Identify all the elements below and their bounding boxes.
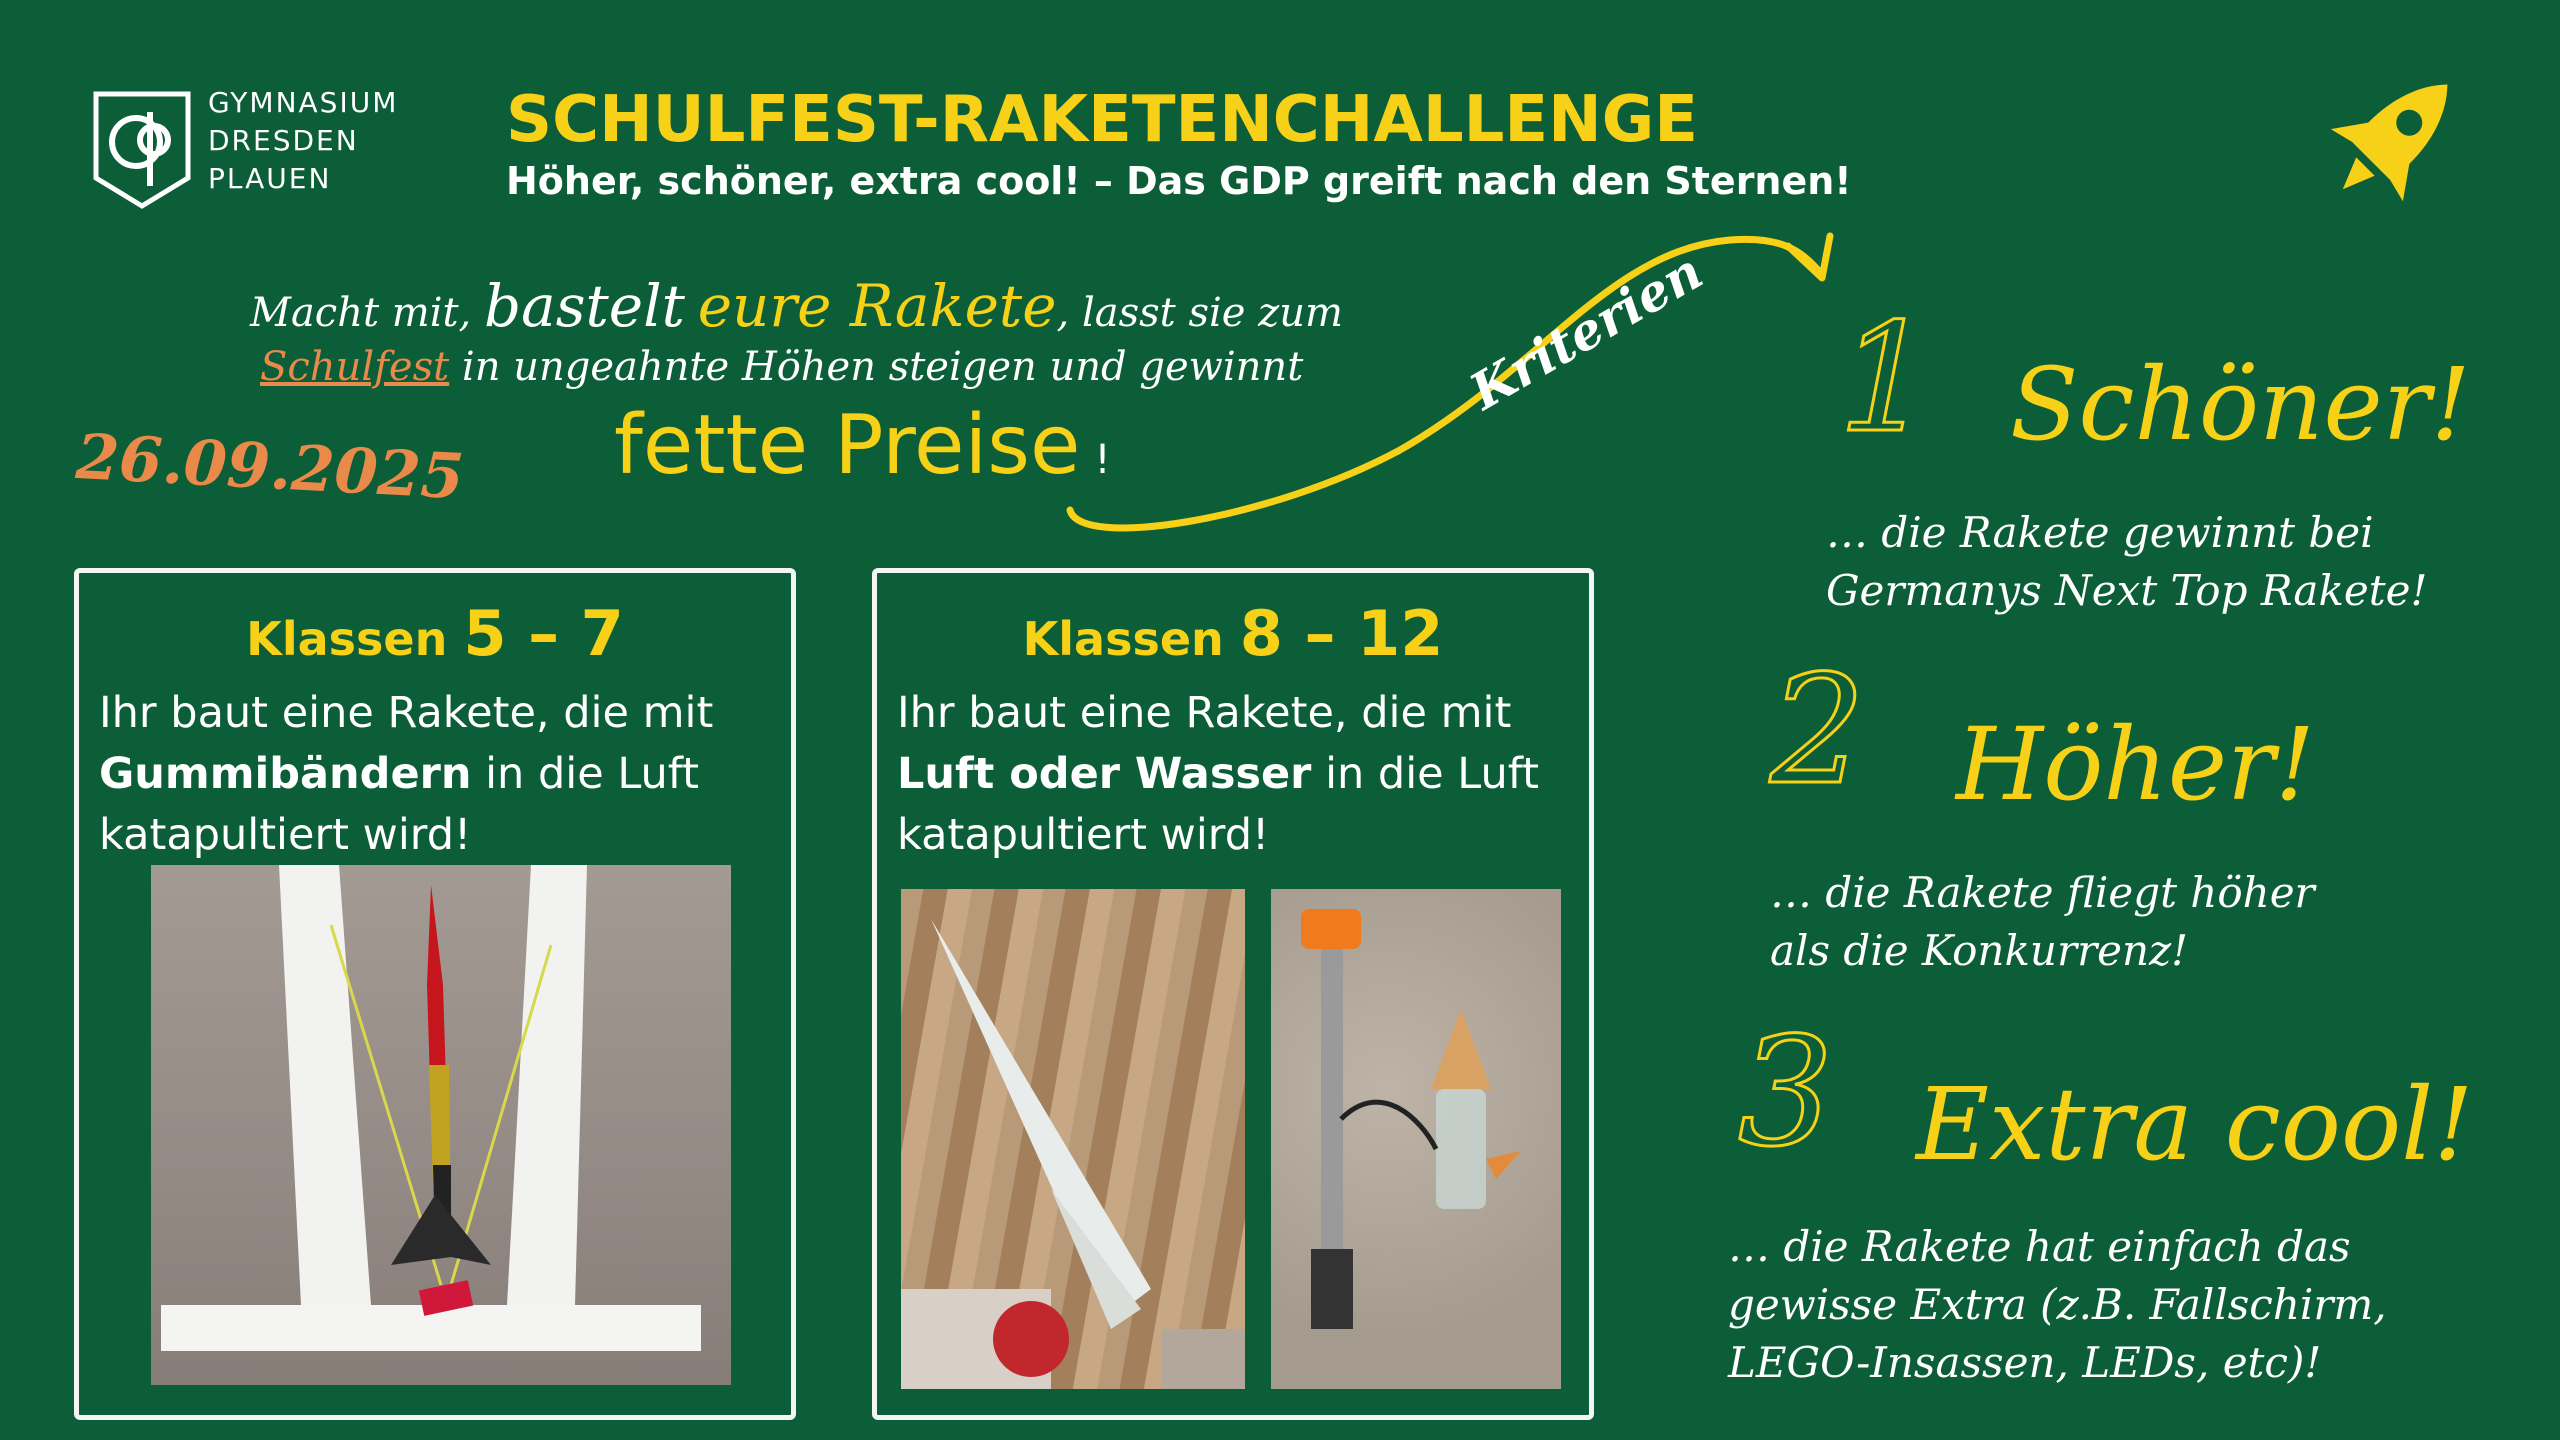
card-grades-5-7 [74, 568, 796, 1420]
criterion-1-description [1826, 504, 2427, 620]
card-title-range: 8 – 12 [1239, 597, 1444, 670]
card-title [79, 597, 791, 670]
kriterien-label: Kriterien [1460, 241, 1713, 422]
rocket-icon [2308, 54, 2478, 224]
criterion-3-line-3: LEGO-Insassen, LEDs, etc)! [1728, 1338, 2322, 1387]
rubber-band-rocket-photo [151, 865, 731, 1385]
intro-part1: Macht mit, [250, 290, 472, 336]
criterion-2-number: 2 [1770, 644, 1866, 818]
card-title [877, 597, 1589, 670]
card-grades-8-12 [872, 568, 1594, 1420]
intro-part2: bastelt [484, 272, 685, 340]
event-date: 26.09.2025 [74, 420, 466, 514]
criterion-1-number: 1 [1838, 292, 1934, 466]
card-text-before: Ihr baut eine Rakete, die mit [897, 688, 1512, 738]
air-rocket-image [901, 889, 1245, 1389]
card-text-highlight: Luft oder Wasser [897, 749, 1312, 799]
card-text-before: Ihr baut eine Rakete, die mit [99, 688, 714, 738]
criterion-2-line-2: als die Konkurrenz! [1770, 926, 2189, 975]
water-rocket-photo [1271, 889, 1561, 1389]
card-text-highlight: Gummibändern [99, 749, 472, 799]
intro-part5: in ungeahnte Höhen steigen und gewinnt [461, 344, 1304, 390]
water-rocket-image [1271, 889, 1561, 1389]
criterion-2-line-1: … die Rakete fliegt höher [1770, 868, 2315, 917]
card-text-after: in die Luft katapultiert wird! [99, 749, 700, 860]
rubber-band-launcher-image [151, 865, 731, 1385]
school-name [208, 84, 398, 198]
criterion-3-number: 3 [1738, 1006, 1834, 1180]
card-description [897, 683, 1579, 866]
card-title-range: 5 – 7 [463, 597, 624, 670]
school-line-2: DRESDEN [208, 124, 359, 157]
page-subtitle: Höher, schöner, extra cool! – Das GDP greift nach den Sternen! [506, 159, 1852, 203]
criterion-1-line-1: … die Rakete gewinnt bei [1826, 508, 2374, 557]
criterion-3-heading: Extra cool! [1916, 1066, 2474, 1183]
page-title: SCHULFEST-RAKETENCHALLENGE [506, 83, 1698, 157]
criterion-1-line-2: Germanys Next Top Rakete! [1826, 566, 2428, 615]
intro-line-3 [614, 398, 1111, 493]
criterion-2-heading: Höher! [1956, 706, 2315, 823]
school-line-3: PLAUEN [208, 162, 332, 195]
exclaim-text: ! [1094, 437, 1111, 483]
criterion-3-line-2: gewisse Extra (z.B. Fallschirm, [1728, 1280, 2387, 1329]
intro-part3: eure Rakete [697, 272, 1057, 340]
card-text-after: in die Luft katapultiert wird! [897, 749, 1539, 860]
schulfest-link[interactable]: Schulfest [260, 344, 450, 390]
criterion-2-description [1770, 864, 2315, 980]
criterion-1-heading: Schöner! [2010, 346, 2471, 463]
card-description [99, 683, 781, 866]
school-logo [92, 90, 192, 210]
card-title-prefix: Klassen [1022, 612, 1224, 666]
air-rocket-photo [901, 889, 1245, 1389]
prize-text: fette Preise [614, 398, 1081, 493]
criterion-3-description [1728, 1218, 2387, 1392]
intro-part4: , lasst sie zum [1056, 290, 1343, 336]
school-line-1: GYMNASIUM [208, 86, 399, 119]
criterion-3-line-1: … die Rakete hat einfach das [1728, 1222, 2351, 1271]
card-title-prefix: Klassen [246, 612, 448, 666]
